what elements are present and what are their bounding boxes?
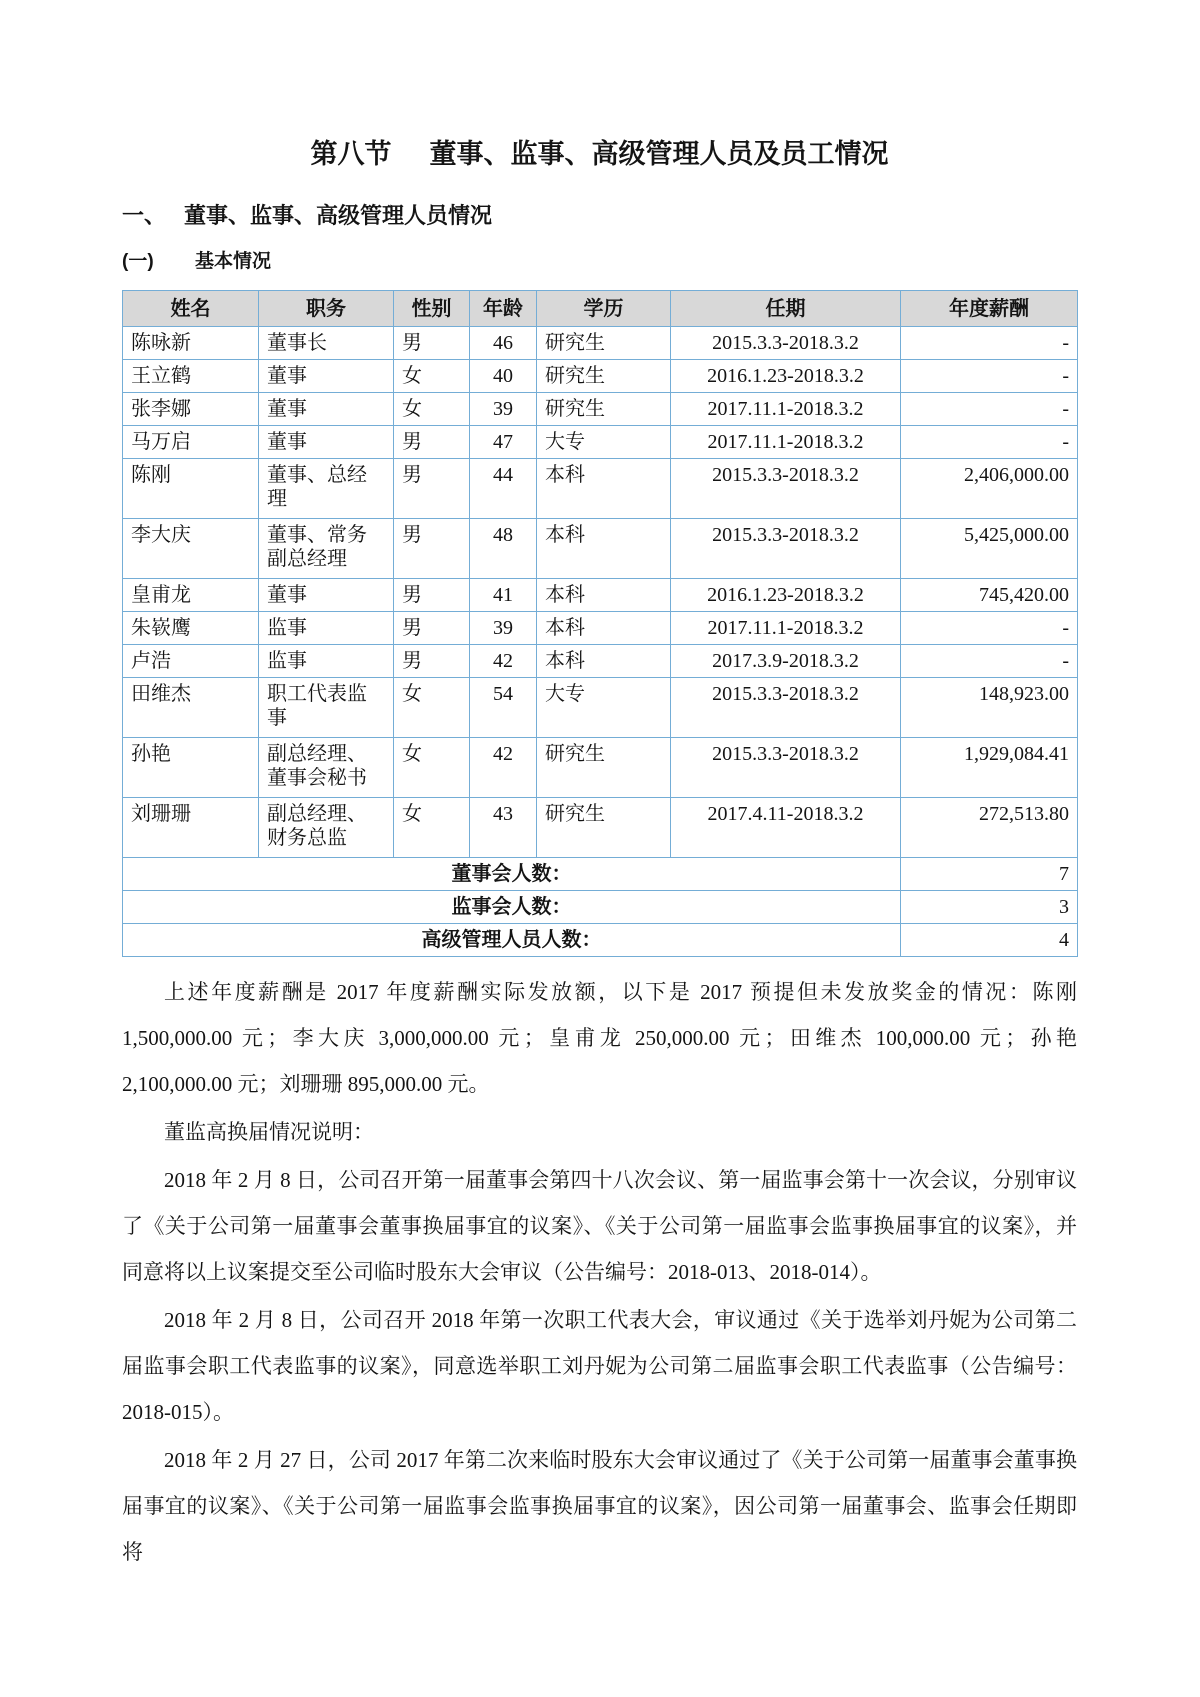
- table-cell: 1,929,084.41: [901, 738, 1078, 798]
- table-cell: 陈刚: [123, 459, 259, 519]
- section-title-text: 董事、监事、高级管理人员及员工情况: [429, 139, 889, 169]
- table-cell: 女: [394, 393, 470, 426]
- paragraph: 董监高换届情况说明：: [164, 1120, 374, 1144]
- body-paragraphs: [122, 969, 1077, 1575]
- heading-level2: [122, 250, 1077, 273]
- table-header-cell: 任期: [671, 291, 901, 327]
- heading-level1-text: 董事、监事、高级管理人员情况: [184, 203, 493, 228]
- table-cell: 董事长: [259, 327, 394, 360]
- paragraph: 2018 年 2 月 8 日，公司召开第一届董事会第四十八次会议、第一届监事会第十一次会议，分别审议了《关于公司第一届董事会董事换届事宜的议案》、《关于公司第一届监事会监事换届事宜的议案》，并同意将以上议案提交至公司临时股东大会审议（公告编号：2018-013、2018-014）。: [122, 1168, 1077, 1284]
- summary-row: [123, 891, 1078, 924]
- table-cell: 745,420.00: [901, 579, 1078, 612]
- table-cell: 研究生: [537, 327, 671, 360]
- table-row: [123, 360, 1078, 393]
- table-cell: 女: [394, 738, 470, 798]
- table-cell: -: [901, 360, 1078, 393]
- summary-row: [123, 924, 1078, 957]
- paragraph: 上述年度薪酬是 2017 年度薪酬实际发放额，以下是 2017 预提但未发放奖金的情况：陈刚 1,500,000.00 元；李大庆 3,000,000.00 元；皇甫龙 250,000.00 元；田维杰 100,000.00 元；孙艳 2,100,000.00 元；刘珊珊 895,000.00 元。: [122, 980, 1077, 1096]
- summary-value: 4: [901, 924, 1078, 957]
- table-header-cell: 年龄: [470, 291, 537, 327]
- table-header-cell: 姓名: [123, 291, 259, 327]
- table-header-row: [123, 291, 1078, 327]
- table-cell: 职工代表监事: [259, 678, 394, 738]
- table-cell: 2015.3.3-2018.3.2: [671, 678, 901, 738]
- table-cell: 李大庆: [123, 519, 259, 579]
- table-header: [123, 291, 1078, 327]
- table-cell: 卢浩: [123, 645, 259, 678]
- table-cell: -: [901, 426, 1078, 459]
- table-row: [123, 519, 1078, 579]
- table-cell: 2016.1.23-2018.3.2: [671, 579, 901, 612]
- table-cell: 董事: [259, 393, 394, 426]
- table-row: [123, 393, 1078, 426]
- table-body: [123, 327, 1078, 957]
- table-cell: 本科: [537, 612, 671, 645]
- table-cell: 46: [470, 327, 537, 360]
- section-number: 第八节: [310, 139, 392, 169]
- table-header-cell: 年度薪酬: [901, 291, 1078, 327]
- table-row: [123, 645, 1078, 678]
- table-header-cell: 职务: [259, 291, 394, 327]
- table-cell: -: [901, 645, 1078, 678]
- summary-row: [123, 858, 1078, 891]
- table-cell: 2017.11.1-2018.3.2: [671, 426, 901, 459]
- table-cell: 本科: [537, 579, 671, 612]
- heading-level2-text: 基本情况: [195, 251, 272, 272]
- table-cell: 董事: [259, 426, 394, 459]
- table-cell: 皇甫龙: [123, 579, 259, 612]
- table-cell: 田维杰: [123, 678, 259, 738]
- table-cell: 女: [394, 360, 470, 393]
- table-cell: 54: [470, 678, 537, 738]
- table-cell: 47: [470, 426, 537, 459]
- table-header-cell: 学历: [537, 291, 671, 327]
- heading-level1: [122, 203, 1077, 229]
- table-cell: 男: [394, 426, 470, 459]
- heading-level1-number: 一、: [122, 203, 167, 228]
- table-cell: 女: [394, 798, 470, 858]
- basic-info-table: [122, 290, 1078, 957]
- table-cell: 本科: [537, 519, 671, 579]
- summary-value: 7: [901, 858, 1078, 891]
- table-cell: 男: [394, 612, 470, 645]
- table-cell: 本科: [537, 459, 671, 519]
- table-cell: 44: [470, 459, 537, 519]
- table-cell: 42: [470, 738, 537, 798]
- table-cell: 2017.3.9-2018.3.2: [671, 645, 901, 678]
- table-cell: 研究生: [537, 360, 671, 393]
- summary-value: 3: [901, 891, 1078, 924]
- table-cell: 刘珊珊: [123, 798, 259, 858]
- table-cell: 41: [470, 579, 537, 612]
- table-cell: 王立鹤: [123, 360, 259, 393]
- table-cell: 39: [470, 612, 537, 645]
- heading-level2-number: (一): [122, 251, 154, 272]
- table-header-cell: 性别: [394, 291, 470, 327]
- table-cell: 孙艳: [123, 738, 259, 798]
- table-cell: 男: [394, 645, 470, 678]
- summary-label: 监事会人数：: [123, 891, 901, 924]
- table-row: [123, 459, 1078, 519]
- table-row: [123, 579, 1078, 612]
- summary-label: 高级管理人员人数：: [123, 924, 901, 957]
- table-cell: 董事、常务副总经理: [259, 519, 394, 579]
- table-cell: 2015.3.3-2018.3.2: [671, 519, 901, 579]
- table-cell: 董事、总经理: [259, 459, 394, 519]
- table-cell: 研究生: [537, 738, 671, 798]
- table-cell: 42: [470, 645, 537, 678]
- table-cell: 2,406,000.00: [901, 459, 1078, 519]
- table-cell: -: [901, 612, 1078, 645]
- table-cell: 48: [470, 519, 537, 579]
- table-cell: 董事: [259, 579, 394, 612]
- table-cell: 2015.3.3-2018.3.2: [671, 459, 901, 519]
- table-cell: 男: [394, 519, 470, 579]
- table-cell: 副总经理、董事会秘书: [259, 738, 394, 798]
- table-cell: 男: [394, 459, 470, 519]
- table-cell: 董事: [259, 360, 394, 393]
- table-cell: 副总经理、财务总监: [259, 798, 394, 858]
- table-cell: 男: [394, 579, 470, 612]
- table-cell: 大专: [537, 678, 671, 738]
- table-cell: -: [901, 327, 1078, 360]
- table-cell: 张李娜: [123, 393, 259, 426]
- table-cell: 监事: [259, 645, 394, 678]
- table-cell: 本科: [537, 645, 671, 678]
- table-cell: 陈咏新: [123, 327, 259, 360]
- table-cell: 272,513.80: [901, 798, 1078, 858]
- table-row: [123, 426, 1078, 459]
- table-cell: 朱嵚鹰: [123, 612, 259, 645]
- table-cell: 马万启: [123, 426, 259, 459]
- table-cell: -: [901, 393, 1078, 426]
- table-cell: 男: [394, 327, 470, 360]
- table-cell: 监事: [259, 612, 394, 645]
- table-cell: 女: [394, 678, 470, 738]
- table-cell: 研究生: [537, 393, 671, 426]
- table-row: [123, 327, 1078, 360]
- table-cell: 大专: [537, 426, 671, 459]
- table-row: [123, 798, 1078, 858]
- table-cell: 5,425,000.00: [901, 519, 1078, 579]
- table-cell: 43: [470, 798, 537, 858]
- table-cell: 40: [470, 360, 537, 393]
- table-cell: 2017.4.11-2018.3.2: [671, 798, 901, 858]
- table-cell: 2015.3.3-2018.3.2: [671, 738, 901, 798]
- table-cell: 2015.3.3-2018.3.2: [671, 327, 901, 360]
- table-cell: 2017.11.1-2018.3.2: [671, 393, 901, 426]
- table-cell: 148,923.00: [901, 678, 1078, 738]
- table-cell: 2017.11.1-2018.3.2: [671, 612, 901, 645]
- paragraph: 2018 年 2 月 27 日，公司 2017 年第二次来临时股东大会审议通过了《关于公司第一届董事会董事换届事宜的议案》、《关于公司第一届监事会监事换届事宜的议案》，因公司第一届董事会、监事会任期即将: [122, 1448, 1077, 1564]
- table-cell: 39: [470, 393, 537, 426]
- table-row: [123, 678, 1078, 738]
- section-title: [122, 138, 1077, 170]
- table-cell: 研究生: [537, 798, 671, 858]
- table-row: [123, 612, 1078, 645]
- table-row: [123, 738, 1078, 798]
- table-cell: 2016.1.23-2018.3.2: [671, 360, 901, 393]
- summary-label: 董事会人数：: [123, 858, 901, 891]
- paragraph: 2018 年 2 月 8 日，公司召开 2018 年第一次职工代表大会，审议通过《关于选举刘丹妮为公司第二届监事会职工代表监事的议案》，同意选举职工刘丹妮为公司第二届监事会职工代表监事（公告编号：2018-015）。: [122, 1308, 1077, 1424]
